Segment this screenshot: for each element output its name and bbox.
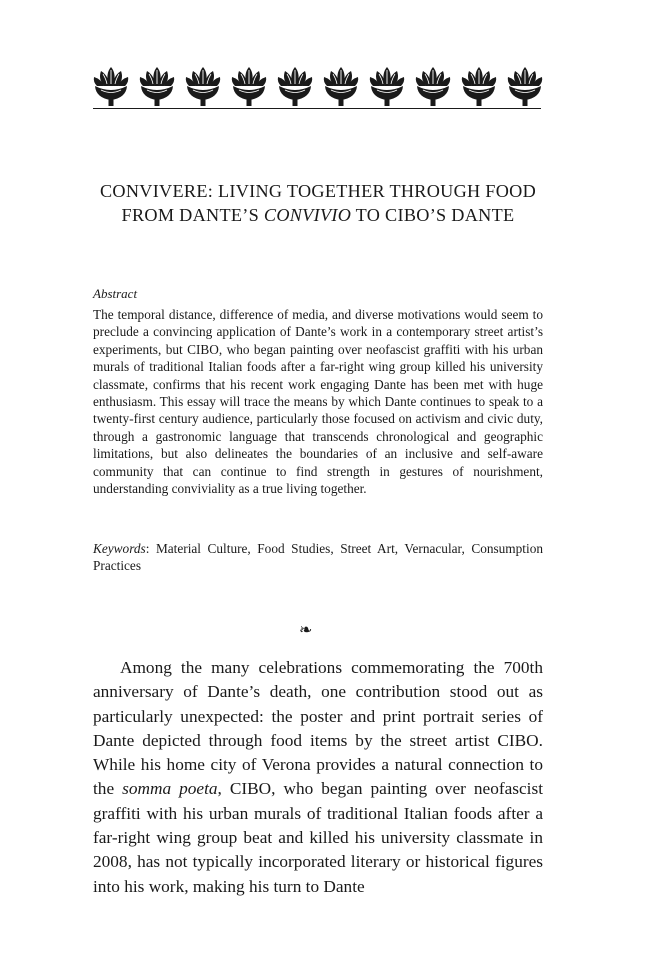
body-paragraph bbox=[93, 656, 543, 899]
title-line-2-end: TO CIBO’S DANTE bbox=[351, 205, 515, 225]
title-line-2-start: FROM DANTE’S bbox=[121, 205, 264, 225]
keywords bbox=[93, 540, 543, 575]
body-italic-somma-poeta: somma poeta bbox=[122, 779, 218, 799]
lotus-ornament-icon bbox=[139, 64, 175, 106]
keywords-list: : Material Culture, Food Studies, Street Art, Vernacular, Consumption Practices bbox=[93, 541, 543, 574]
lotus-ornament-icon bbox=[231, 64, 267, 106]
lotus-ornament-icon bbox=[93, 64, 129, 106]
title-convivio: CONVIVIO bbox=[263, 205, 352, 225]
header-rule bbox=[93, 108, 541, 109]
body-text-part-1: Among the many celebrations commemorating the 700th anniversary of Dante’s death, one contribution stood out as particularly unexpected: the poster and print portrait series of Dante depicted through food items by the street artist CIBO. While his home city of Verona provides a natural connection to the bbox=[93, 658, 543, 799]
lotus-ornament-icon bbox=[415, 64, 451, 106]
ornament-band bbox=[93, 60, 543, 106]
lotus-ornament-icon bbox=[369, 64, 405, 106]
lotus-ornament-icon bbox=[507, 64, 543, 106]
lotus-ornament-icon bbox=[323, 64, 359, 106]
title-line-1: CONVIVERE: LIVING TOGETHER THROUGH FOOD bbox=[99, 181, 537, 201]
abstract-heading: Abstract bbox=[93, 286, 138, 301]
body-text-part-2: , CIBO, who began painting over neofascist graffiti with his urban murals of traditional Italian foods after a far-right wing group beat and killed his university classmate in 2008, has not typically incorporated literary or historical figures into his work, making his turn to Dante bbox=[93, 779, 543, 896]
keywords-label: Keywords bbox=[93, 541, 146, 556]
title-line-2 bbox=[93, 203, 543, 227]
fleuron-icon: ❧ bbox=[299, 620, 313, 639]
lotus-ornament-icon bbox=[277, 64, 313, 106]
abstract-text: The temporal distance, difference of media, and diverse motivations would seem to preclude a convincing application of Dante’s work in a contemporary street artist’s experiments, but CIBO, who began painting over neofascist graffiti with his urban murals of traditional Italian foods after a far-right wing group killed his university classmate, confirms that his recent work engaging Dante has been met with huge enthusiasm. This essay will trace the means by which Dante continues to speak to a twenty-first century audience, particularly those focused on activism and civic duty, through a gastronomic language that transcends chronological and geographic limitations, but also delineates the boundaries of an inclusive and self-aware community that can continue to find strength in gestures of nourishment, understanding conviviality as a true living together. bbox=[93, 307, 543, 497]
lotus-ornament-icon bbox=[185, 64, 221, 106]
article-title bbox=[93, 179, 543, 227]
lotus-ornament-icon bbox=[461, 64, 497, 106]
